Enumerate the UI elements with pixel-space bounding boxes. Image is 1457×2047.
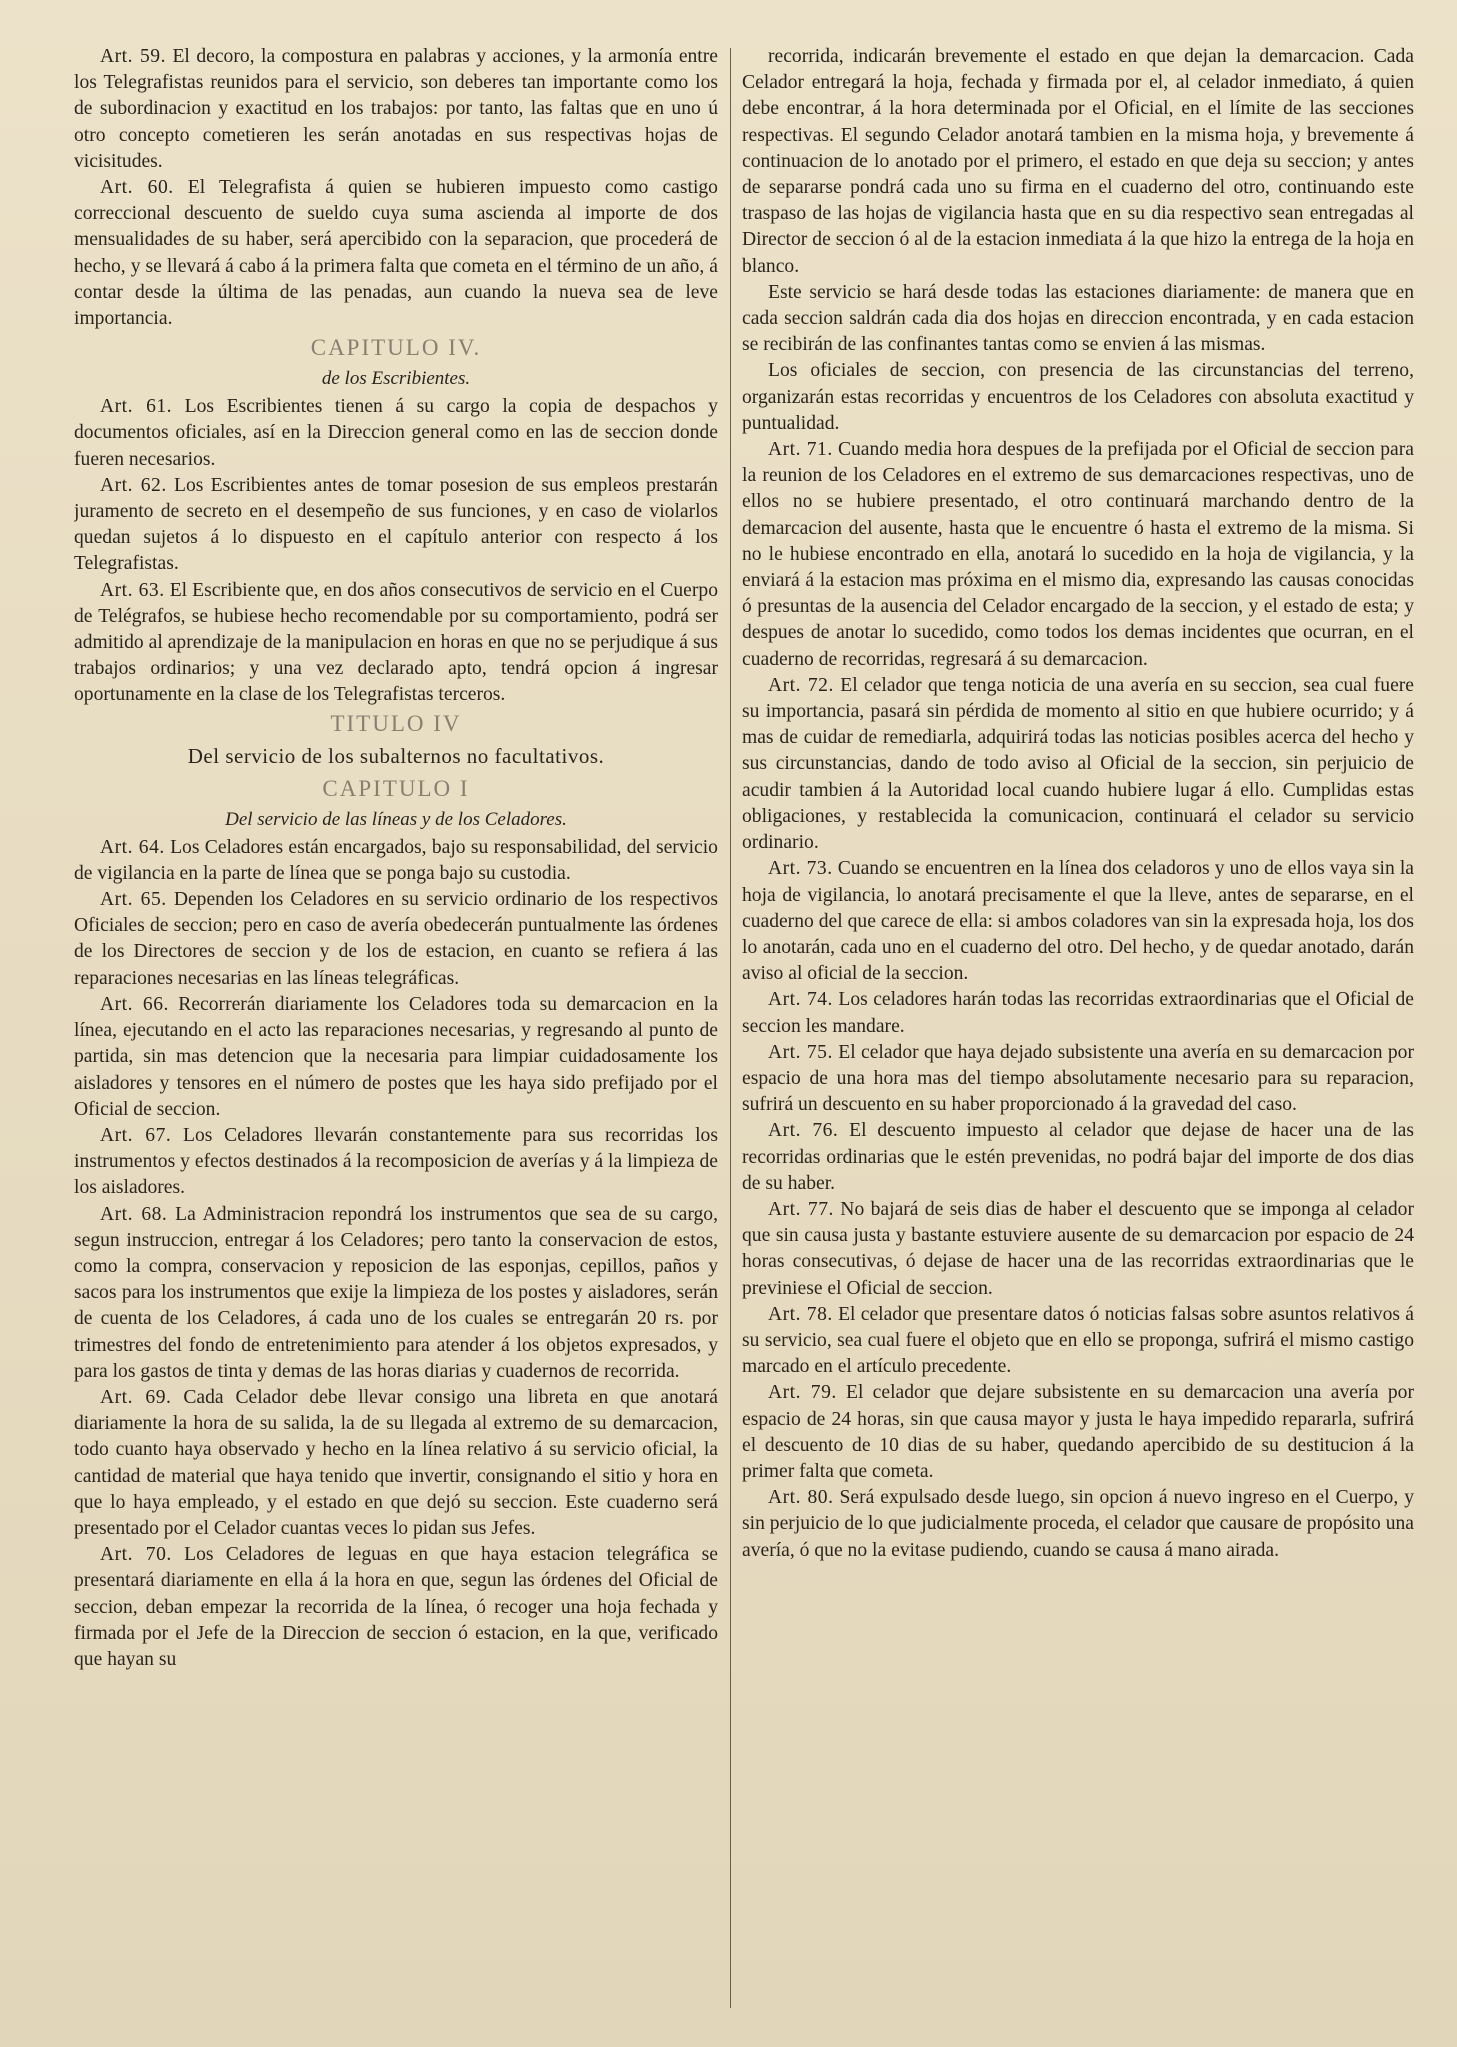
article-paragraph	[742, 673, 1414, 856]
article-paragraph	[74, 1123, 718, 1202]
article-text: Los Celadores están encargados, bajo su responsabilidad, del servicio de vigilancia en la parte de línea que se ponga bajo su custodia.	[74, 836, 718, 884]
article-number: Art. 75.	[768, 1041, 833, 1063]
chapter-subtitle: de los Escribientes.	[321, 368, 471, 390]
article-number: Art. 79.	[768, 1382, 837, 1404]
article-text: El celador que haya dejado subsistente una avería en su demarcacion por espacio de una hora mas del tiempo absolutamente necesario para su reparacion, sufrirá un descuento en su haber proporcionado á la gravedad del caso.	[742, 1041, 1414, 1116]
article-number: Art. 61.	[100, 396, 173, 418]
chapter-heading: CAPITULO IV.	[310, 335, 482, 361]
article-number: Art. 72.	[768, 674, 834, 696]
article-number: Art. 65.	[100, 889, 167, 911]
article-number: Art. 67.	[100, 1124, 172, 1146]
title-heading: TITULO IV	[330, 710, 462, 736]
article-number: Art. 63.	[100, 579, 165, 601]
article-paragraph	[74, 578, 718, 709]
article-paragraph	[74, 835, 718, 887]
chapter-subtitle: Del servicio de las líneas y de los Celadores.	[225, 808, 567, 830]
article-paragraph	[742, 1302, 1414, 1381]
article-text: Será expulsado desde luego, sin opcion á nuevo ingreso en el Cuerpo, y sin perjuicio de lo que judicialmente proceda, el celador que causare de propósito una avería, ó que no la evitase pudiendo, cuando se causa á mano airada.	[742, 1487, 1414, 1561]
article-number: Art. 80.	[768, 1487, 834, 1509]
body-paragraph: Este servicio se hará desde todas las estaciones diariamente: de manera que en cada seccion saldrán cada dia dos hojas en direccion encontrada, y en cada estacion se recibirán de las confinantes tantas como se envien á las mismas.	[742, 281, 1414, 356]
article-text: Cada Celador debe llevar consigo una libreta en que anotará diariamente la hora de su salida, la de su llegada al extremo de su demarcacion, todo cuanto haya observado y hecho en la línea relativo á su servicio oficial, la cantidad de material que haya tenido que invertir, consignando el sitio y hora en que lo haya empleado, y el estado en que dejó su seccion. Este cuaderno será presentado por el Celador cuantas veces lo pidan sus Jefes.	[74, 1386, 718, 1539]
article-number: Art. 59.	[100, 46, 166, 67]
right-column	[742, 44, 1414, 2035]
article-text: Cuando media hora despues de la prefijada por el Oficial de seccion para la reunion de los Celadores en el extremo de sus demarcaciones respectivas, uno de ellos no se hubiere presentado, el otro continuará marchando dentro de la demarcacion del ausente, hasta que le encuentre ó hasta el extremo de la misma. Si no le hubiese encontrado en ella, anotará lo sucedido en la hoja de vigilancia, y la enviará á la estacion mas próxima en el mismo dia, expresando las causas conocidas ó presuntas de la ausencia del Celador encargado de la seccion, y el estado de esta; y despues de anotar lo sucedido, como todos los demas incidentes que ocurran, en el cuaderno de recorridas, regresará á su demarcacion.	[742, 439, 1414, 670]
article-text: Cuando se encuentren en la línea dos celadoros y uno de ellos vaya sin la hoja de vigilancia, lo anotará precisamente el que la lleve, antes de separarse, en el cuaderno del que carece de ella: si ambos coladores van sin la expresada hoja, los dos lo anotarán, cada uno en el cuaderno del otro. Del hecho, y de quedar anotado, darán aviso al oficial de la seccion.	[742, 858, 1414, 985]
article-number: Art. 69.	[100, 1386, 172, 1408]
article-number: Art. 78.	[768, 1303, 833, 1325]
body-paragraph: recorrida, indicarán brevemente el estado en que dejan la demarcacion. Cada Celador entregará la hoja, fechada y firmada por el, al celador inmediato, á quien debe encontrar, á la hora determinada por el Oficial, en el límite de las secciones respectivas. El segundo Celador anotará tambien en la misma hoja, y brevemente á continuacion de lo anotado por el primero, el estado en que deja su seccion; y antes de separarse pondrá cada uno su firma en el cuaderno del otro, continuando este traspaso de las hojas de vigilancia hasta que en su dia respectivo sean entregadas al Director de seccion ó al de la estacion inmediata á la que hizo la entrega de la hoja en blanco.	[742, 46, 1414, 277]
article-number: Art. 60.	[100, 177, 174, 199]
article-paragraph	[74, 1202, 718, 1385]
article-paragraph	[74, 992, 718, 1123]
article-text: No bajará de seis dias de haber el descuento que se imponga al celador que sin causa justa y bastante estuviere ausente de su demarcacion por espacio de 24 horas consecutivas, ó dejase de hacer una de las recorridas extraordinarias que le previniese el Oficial de seccion.	[742, 1198, 1414, 1299]
article-paragraph	[74, 44, 718, 175]
article-number: Art. 64.	[100, 836, 165, 858]
article-number: Art. 70.	[100, 1544, 172, 1566]
chapter-heading: CAPITULO I	[322, 775, 470, 801]
article-number: Art. 68.	[100, 1203, 168, 1225]
left-column	[74, 44, 718, 2035]
article-paragraph	[742, 437, 1414, 673]
article-text: El celador que tenga noticia de una avería en su seccion, sea cual fuere su importancia, pasará sin pérdida de momento al sitio en que hubiere ocurrido; y á mas de cuidar de remediarla, adquirirá todas las noticias posibles acerca del hecho y sus circunstancias, dando de todo aviso al Oficial de la seccion, sin perjuicio de acudir tambien á la Autoridad local cuando hubiere lugar á ello. Cumplidas estas obligaciones, y restablecida la comunicacion, continuará el celador su servicio ordinario.	[742, 674, 1414, 854]
body-paragraph: Los oficiales de seccion, con presencia de las circunstancias del terreno, organizarán estas recorridas y encuentros de los Celadores con absoluta exactitud y puntualidad.	[742, 360, 1414, 434]
article-paragraph	[74, 1542, 718, 1673]
article-text: Los Escribientes tienen á su cargo la copia de despachos y documentos oficiales, así en la Direccion general como en las de seccion donde fueren necesarios.	[74, 396, 718, 470]
article-paragraph	[74, 1385, 718, 1542]
article-text: Los Celadores de leguas en que haya estacion telegráfica se presentará diariamente en ella á la hora en que, segun las órdenes del Oficial de seccion, deban empezar la recorrida de la línea, ó recoger una hoja fechada y firmada por el Jefe de la Direccion de seccion ó estacion, en la que, verificado que hayan su	[74, 1544, 718, 1670]
article-paragraph	[742, 856, 1414, 987]
article-text: Recorrerán diariamente los Celadores toda su demarcacion en la línea, ejecutando en el acto las reparaciones necesarias, y regresando al punto de partida, sin mas detencion que la necesaria para limpiar cuidadosamente los aisladores y tensores en el número de postes que les haya sido prefijado por el Oficial de seccion.	[74, 993, 718, 1120]
article-number: Art. 71.	[768, 439, 833, 461]
article-paragraph	[742, 1040, 1414, 1119]
article-paragraph	[742, 1380, 1414, 1485]
article-paragraph	[74, 887, 718, 992]
article-paragraph	[742, 987, 1414, 1039]
article-paragraph	[74, 473, 718, 578]
article-paragraph	[742, 1118, 1414, 1197]
article-text: Los Escribientes antes de tomar posesion de sus empleos prestarán juramento de secreto en el desempeño de sus funciones, y en caso de violarlos quedan sujetos á lo dispuesto en el capítulo anterior con respecto á los Telegrafistas.	[74, 474, 718, 575]
article-number: Art. 77.	[768, 1198, 834, 1220]
article-number: Art. 62.	[100, 474, 167, 496]
article-text: Los Celadores llevarán constantemente para sus recorridas los instrumentos y efectos destinados á la recomposicion de averías y á la limpieza de los aisladores.	[74, 1124, 718, 1199]
article-text: El decoro, la compostura en palabras y acciones, y la armonía entre los Telegrafistas reunidos para el servicio, son deberes tan importante como los de subordinacion y exactitud en los trabajos: por tanto, las faltas que en uno ú otro concepto cometieren les serán anotadas en sus respectivas hojas de vicisitudes.	[74, 46, 718, 172]
article-text: Los celadores harán todas las recorridas extraordinarias que el Oficial de seccion les mandare.	[742, 989, 1414, 1037]
article-text: El Telegrafista á quien se hubieren impuesto como castigo correccional descuento de sueldo cuya suma ascienda al importe de dos mensualidades de su haber, será apercibido con la separacion, que procederá de hecho, y se llevará á cabo á la primera falta que cometa en el término de un año, á contar desde la última de las penadas, aun cuando la nueva sea de leve importancia.	[74, 177, 718, 330]
article-text: El Escribiente que, en dos años consecutivos de servicio en el Cuerpo de Telégrafos, se hubiese hecho recomendable por su comportamiento, podrá ser admitido al aprendizaje de la manipulacion en horas en que no se perjudique á sus trabajos ordinarios; y una vez declarado apto, tendrá opcion á ingresar oportunamente en la clase de los Telegrafistas terceros.	[74, 579, 718, 706]
article-text: El descuento impuesto al celador que dejase de hacer una de las recorridas ordinarias que le estén prevenidas, no podrá bajar del importe de dos dias de su haber.	[742, 1120, 1414, 1194]
article-number: Art. 66.	[100, 993, 169, 1015]
article-text: Dependen los Celadores en su servicio ordinario de los respectivos Oficiales de seccion; pero en caso de avería obedecerán puntualmente las órdenes de los Directores de seccion y de los de estacion, en cuanto se refiera á las reparaciones necesarias en las líneas telegráficas.	[74, 889, 718, 989]
article-paragraph	[742, 1485, 1414, 1564]
article-number: Art. 73.	[768, 858, 833, 880]
column-divider	[730, 48, 731, 2008]
article-text: La Administracion repondrá los instrumentos que sea de su cargo, segun instruccion, entregar á los Celadores; pero tanto la conservacion de estos, como la compra, conservacion y reposicion de las esponjas, cepillos, paños y sacos para los instrumentos que exije la limpieza de los postes y aisladores, serán de cuenta de los Celadores, á cada uno de los cuales se entregarán 20 rs. por trimestres del fondo de entretenimiento para atender á los objetos expresados, y para los gastos de tinta y demas de las horas diarias y cuadernos de recorrida.	[74, 1203, 718, 1382]
article-number: Art. 76.	[768, 1120, 839, 1142]
article-paragraph	[74, 394, 718, 473]
article-text: El celador que presentare datos ó noticias falsas sobre asuntos relativos á su servicio, sea cual fuere el objeto que en ello se proponga, sufrirá el mismo castigo marcado en el artículo precedente.	[742, 1303, 1414, 1378]
article-number: Art. 74.	[768, 989, 833, 1011]
article-text: El celador que dejare subsistente en su demarcacion una avería por espacio de 24 horas, sin que causa mayor y justa le haya impedido repararla, sufrirá el descuento de 10 dias de su haber, quedando apercibido de su destitucion á la primer falta que cometa.	[742, 1382, 1414, 1482]
article-paragraph	[74, 175, 718, 332]
section-heading: Del servicio de los subalternos no facultativos.	[187, 743, 605, 768]
article-paragraph	[742, 1197, 1414, 1302]
